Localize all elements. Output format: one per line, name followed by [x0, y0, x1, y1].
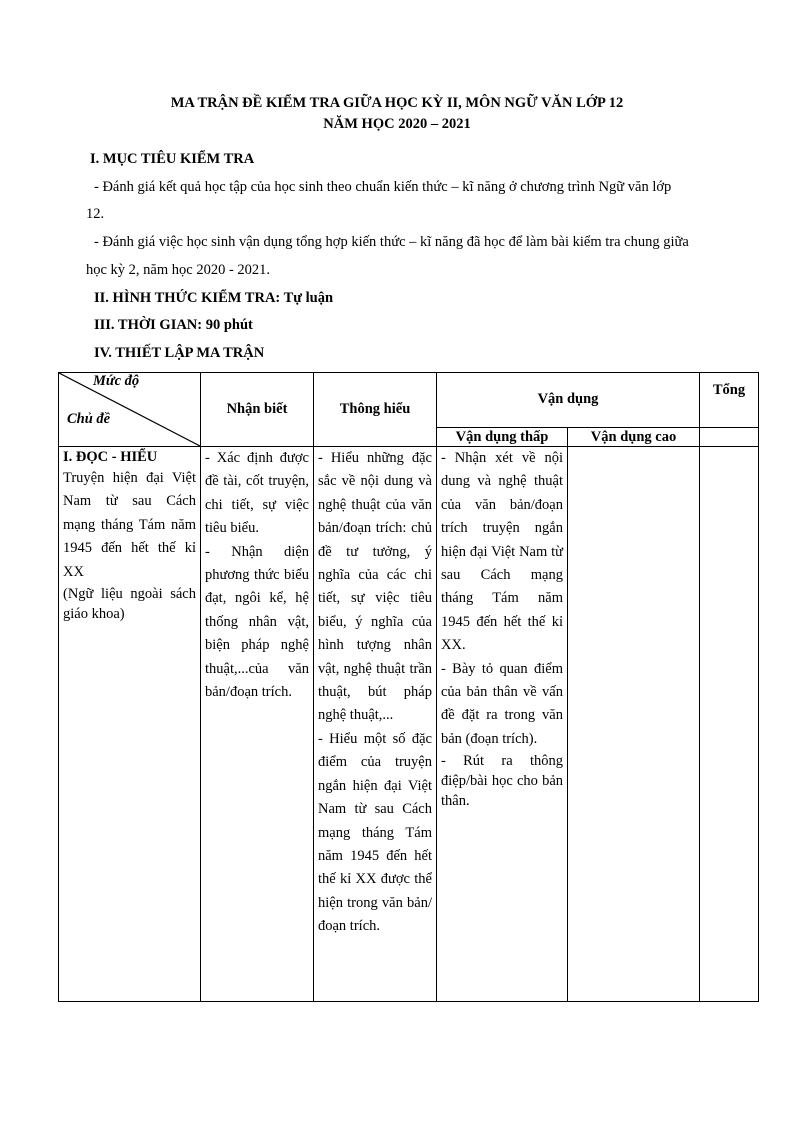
thong-hieu-item: - Hiểu một số đặc điểm của truyện ngắn hiện đại Việt Nam từ sau Cách mạng tháng Tám năm 1945 đến hết thế kỉ XX được thể hiện trong văn bản/đoạn trích.: [318, 730, 432, 935]
topic-note: (Ngữ liệu ngoài sách giáo khoa): [63, 586, 196, 623]
table-row-doc-hieu: [59, 447, 759, 1002]
nhan-biet-item: - Xác định được đề tài, cốt truyện, chi tiết, sự việc tiêu biểu.: [205, 450, 309, 537]
section-heading-matrix: IV. THIẾT LẬP MA TRẬN: [94, 345, 265, 361]
subheader-tong-empty: [700, 428, 759, 447]
topic-text: Truyện hiện đại Việt Nam từ sau Cách mạng tháng Tám năm 1945 đến hết thế kỉ XX: [63, 470, 196, 580]
van-dung-cao-cell: [568, 447, 700, 1002]
topic-title: I. ĐỌC - HIỂU: [63, 449, 158, 465]
tong-cell: [700, 447, 759, 1002]
thong-hieu-cell: [314, 447, 437, 1002]
section-heading-time: III. THỜI GIAN: 90 phút: [94, 317, 253, 333]
van-dung-thap-item: - Rút ra thông điệp/bài học cho bản thân.: [441, 753, 563, 810]
objective-1-line-1: - Đánh giá kết quả học tập của học sinh theo chuẩn kiến thức – kĩ năng ở chương trình Ngữ văn lớp: [94, 179, 672, 195]
objective-1-line-2: 12.: [86, 206, 105, 222]
header-van-dung: Vận dụng: [437, 373, 700, 428]
document-subtitle: NĂM HỌC 2020 – 2021: [323, 116, 471, 132]
van-dung-thap-cell: [437, 447, 568, 1002]
diagonal-header-cell: [59, 373, 201, 447]
objective-2-line-1: - Đánh giá việc học sinh vận dụng tổng hợp kiến thức – kĩ năng đã học để làm bài kiểm tra chung giữa: [94, 234, 689, 250]
document-title: MA TRẬN ĐỀ KIỂM TRA GIỮA HỌC KỲ II, MÔN NGỮ VĂN LỚP 12: [170, 95, 624, 111]
van-dung-thap-item: - Nhận xét về nội dung và nghệ thuật của văn bản/đoạn trích truyện ngắn hiện đại Việt Nam từ sau Cách mạng tháng Tám năm 1945 đến hết thế kỉ XX.: [441, 450, 563, 654]
topic-label: Chủ đề: [67, 411, 111, 427]
matrix-table: [58, 372, 759, 1002]
header-nhan-biet: Nhận biết: [201, 373, 314, 447]
header-row: [59, 373, 759, 428]
van-dung-thap-item: - Bày tỏ quan điểm của bản thân về vấn đề đặt ra trong văn bản (đoạn trích).: [441, 660, 563, 747]
objective-2-line-2: học kỳ 2, năm học 2020 - 2021.: [86, 262, 271, 278]
header-thong-hieu: Thông hiểu: [314, 373, 437, 447]
level-label: Mức độ: [93, 373, 140, 389]
nhan-biet-cell: [201, 447, 314, 1002]
subheader-van-dung-thap: Vận dụng thấp: [437, 428, 568, 447]
section-heading-objectives: I. MỤC TIÊU KIỂM TRA: [90, 151, 255, 167]
topic-cell: [59, 447, 201, 1002]
header-tong: Tổng: [700, 373, 759, 428]
section-heading-format: II. HÌNH THỨC KIỂM TRA: Tự luận: [94, 290, 334, 306]
nhan-biet-item: - Nhận diện phương thức biểu đạt, ngôi kể, hệ thống nhân vật, biện pháp nghệ thuật,...của văn bản/đoạn trích.: [205, 543, 309, 701]
thong-hieu-item: - Hiểu những đặc sắc về nội dung và nghệ thuật của văn bản/đoạn trích: chủ đề tư tưởng, ý nghĩa của các chi tiết, sự việc tiêu biểu, ý nghĩa của hình tượng nhân vật, nghệ thuật trần thuật, bút pháp nghệ thuật,...: [318, 450, 432, 724]
subheader-van-dung-cao: Vận dụng cao: [568, 428, 700, 447]
